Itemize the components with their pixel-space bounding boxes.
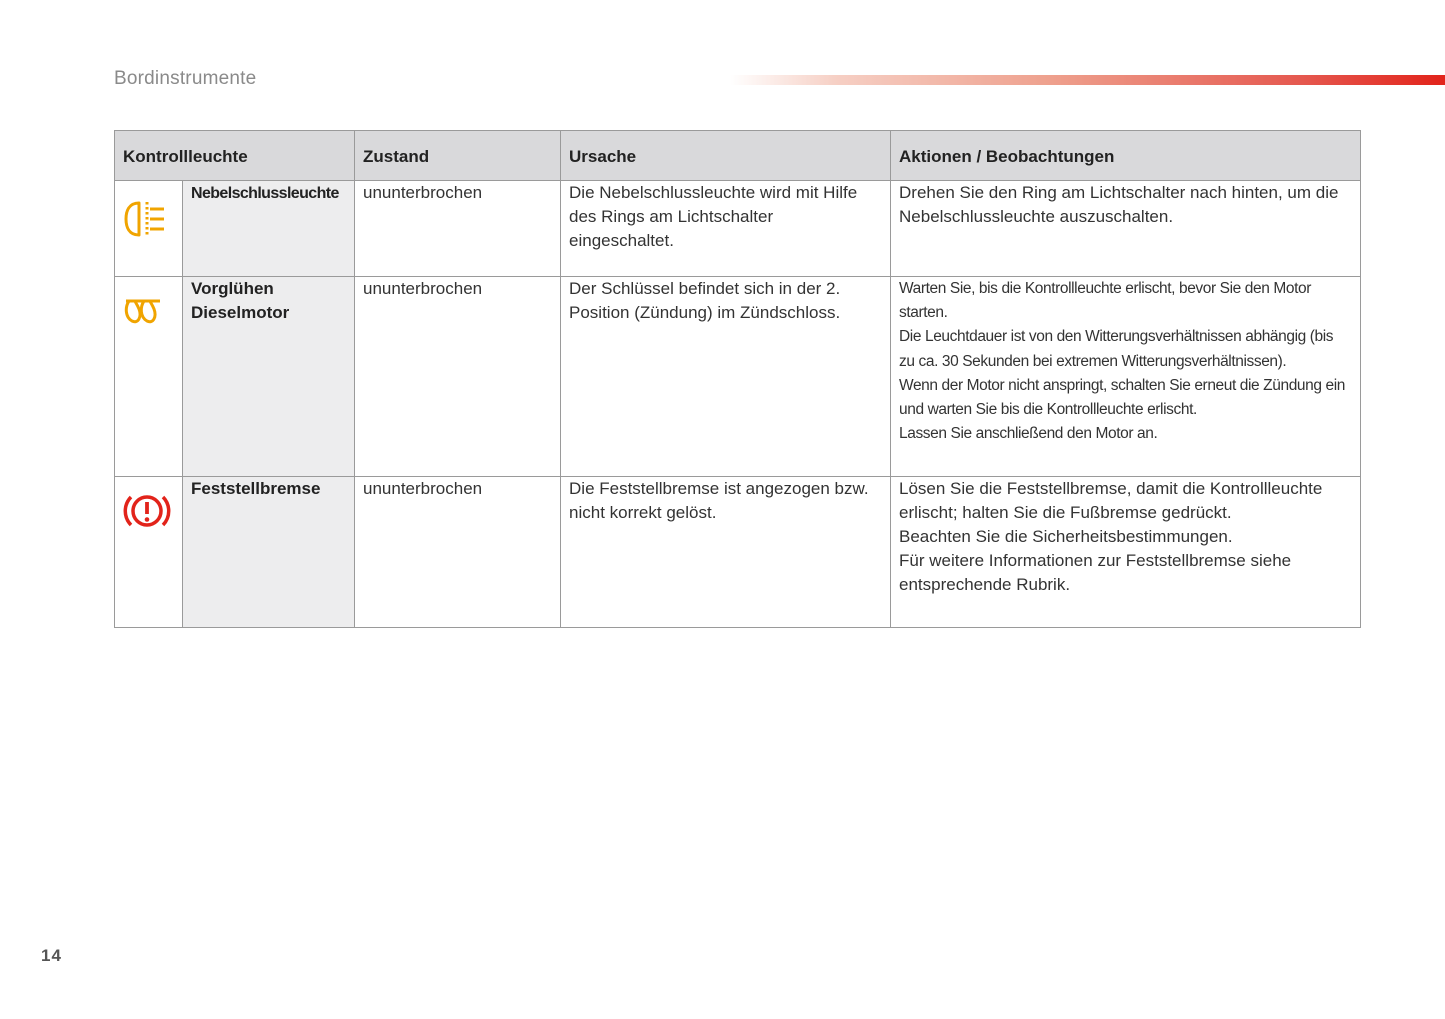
icon-cell [115,277,183,477]
zustand-cell: ununterbrochen [355,477,561,628]
column-header-zustand: Zustand [355,131,561,181]
warning-lights-table [114,130,1361,628]
aktionen-line: Für weitere Informationen zur Feststellbremse siehe entsprechende Rubrik. [899,551,1292,594]
aktionen-line: Beachten Sie die Sicherheitsbestimmungen. [899,527,1233,546]
column-header-kontrollleuchte: Kontrollleuchte [115,131,355,181]
aktionen-line: Die Leuchtdauer ist von den Witterungsverhältnissen abhängig (bis zu ca. 30 Sekunden bei extremen Witterungsverhältnissen). [899,328,1334,370]
aktionen-line: Lassen Sie anschließend den Motor an. [899,425,1158,443]
icon-cell [115,477,183,628]
aktionen-cell [891,477,1361,628]
aktionen-line: Wenn der Motor nicht anspringt, schalten Sie erneut die Zündung ein und warten Sie bis die Kontrollleuchte erlischt. [899,376,1345,419]
table-row [115,277,1361,477]
page-number: 14 [41,946,62,965]
rear-fog-light-icon [123,199,167,246]
table-row [115,477,1361,628]
zustand-cell: ununterbrochen [355,277,561,477]
parking-brake-icon [123,491,171,538]
glow-plug-icon [123,297,163,332]
column-header-aktionen: Aktionen / Beobachtungen [891,131,1361,181]
section-title: Bordinstrumente [114,68,257,89]
ursache-cell: Die Feststellbremse ist angezogen bzw. nicht korrekt gelöst. [561,477,891,628]
aktionen-cell: Drehen Sie den Ring am Lichtschalter nach hinten, um die Nebelschlussleuchte auszuschalten. [891,181,1361,277]
icon-cell [115,181,183,277]
header-accent-bar [730,75,1445,85]
zustand-cell: ununterbrochen [355,181,561,277]
aktionen-cell [891,277,1361,477]
aktionen-line: Warten Sie, bis die Kontrollleuchte erlischt, bevor Sie den Motor starten. [899,280,1311,322]
table-header-row [115,131,1361,181]
light-name: Vorglühen Dieselmotor [183,277,355,477]
light-name: Feststellbremse [183,477,355,628]
ursache-cell: Der Schlüssel befindet sich in der 2. Position (Zündung) im Zündschloss. [561,277,891,477]
light-name [183,181,355,277]
table-row [115,181,1361,277]
aktionen-line: Lösen Sie die Feststellbremse, damit die Kontrollleuchte erlischt; halten Sie die Fußbremse gedrückt. [899,479,1323,522]
light-name-text: Nebelschlussleuchte [191,185,339,202]
column-header-ursache: Ursache [561,131,891,181]
ursache-cell: Die Nebelschlussleuchte wird mit Hilfe des Rings am Lichtschalter eingeschaltet. [561,181,891,277]
